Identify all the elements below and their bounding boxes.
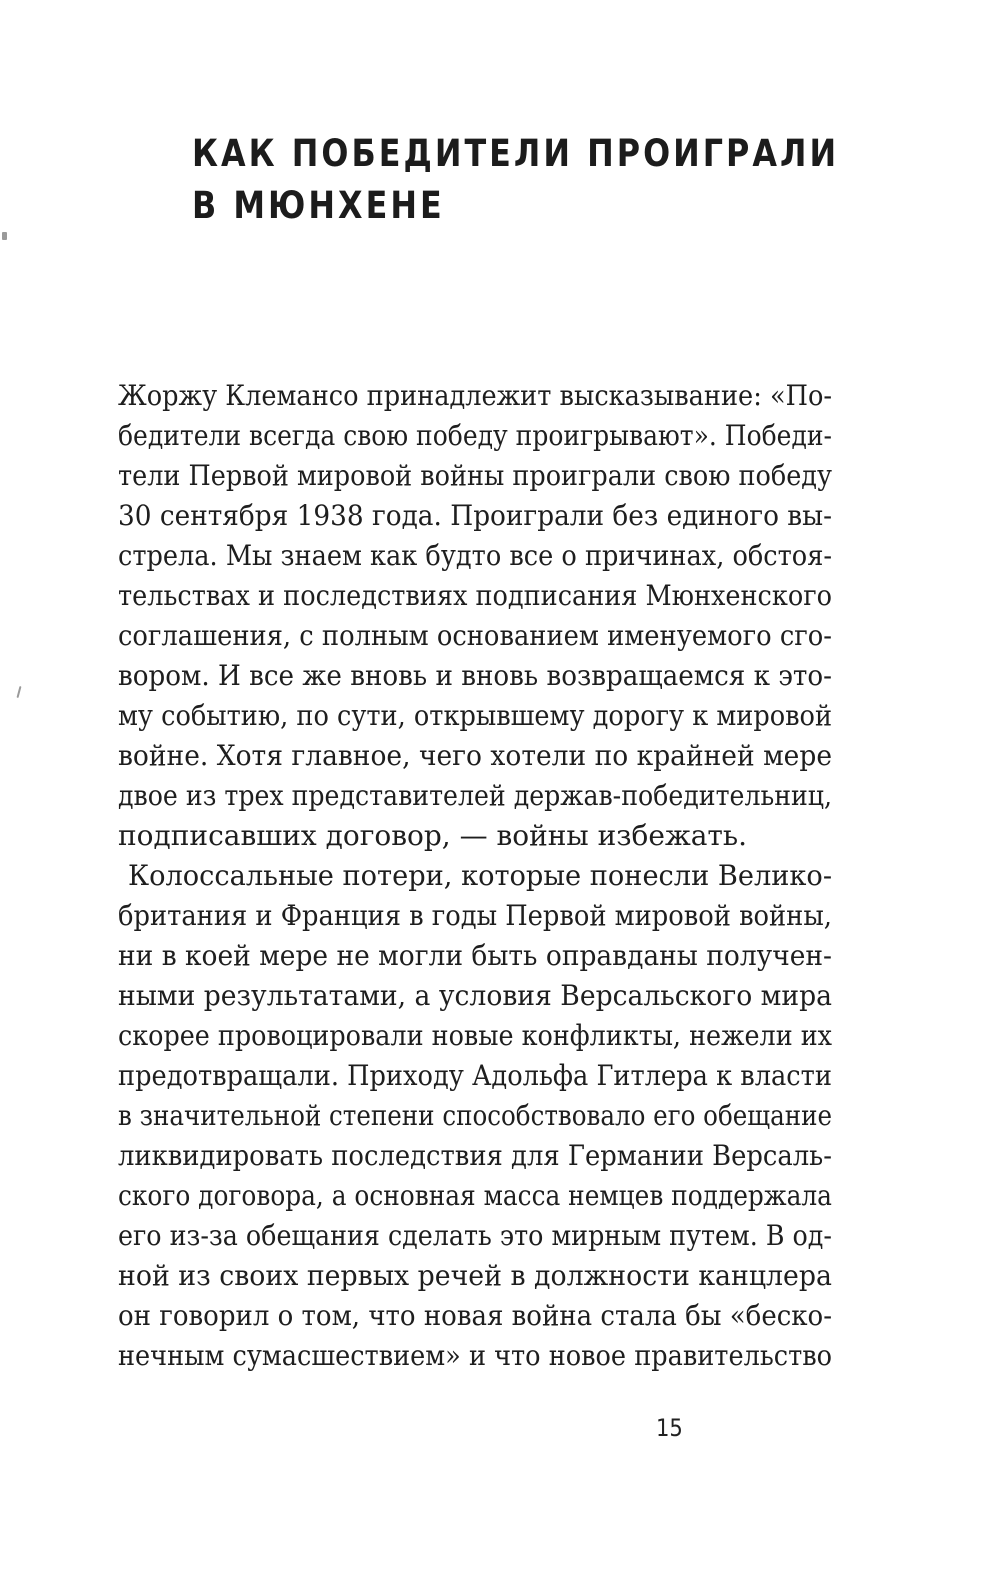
text-line: ной из своих первых речей в должности канцлера — [118, 1259, 832, 1292]
text-line: вором. И все же вновь и вновь возвращаемся к это- — [118, 659, 832, 692]
text-line: стрела. Мы знаем как будто все о причинах, обстоя- — [118, 539, 833, 572]
text-line: войне. Хотя главное, чего хотели по крайней мере — [118, 739, 833, 772]
text-line: предотвращали. Приходу Адольфа Гитлера к власти — [118, 1059, 832, 1092]
text-line: 30 сентября 1938 года. Проиграли без единого вы- — [118, 499, 832, 532]
text-line: его из-за обещания сделать это мирным путем. В од- — [118, 1219, 832, 1252]
text-line: тельствах и последствиях подписания Мюнхенского — [118, 579, 832, 612]
chapter-title — [192, 128, 840, 232]
text-line: он говорил о том, что новая война стала бы «беско- — [118, 1299, 832, 1332]
text-line: в значительной степени способствовало его обещание — [118, 1099, 833, 1132]
text-line: му событию, по сути, открывшему дорогу к мировой — [118, 699, 833, 732]
body-text — [118, 376, 832, 1376]
paragraph-1 — [118, 376, 832, 856]
text-line: нечным сумасшествием» и что новое правительство — [118, 1339, 833, 1372]
text-line: британия и Франция в годы Первой мировой войны, — [118, 899, 832, 932]
text-line: подписавших договор, — войны избежать. — [118, 819, 748, 852]
margin-speck — [16, 686, 21, 698]
text-line: ликвидировать последствия для Германии Версаль- — [118, 1139, 832, 1172]
text-line: тели Первой мировой войны проиграли свою победу — [118, 459, 833, 492]
text-line: двое из трех представителей держав-победительниц, — [118, 779, 833, 812]
margin-speck — [2, 232, 7, 240]
chapter-title-line: В МЮНХЕНЕ — [192, 184, 445, 227]
text-line: бедители всегда свою победу проигрывают». Победи- — [118, 419, 832, 452]
text-line: соглашения, с полным основанием именуемого сго- — [118, 619, 832, 652]
text-line: ского договора, а основная масса немцев поддержала — [118, 1179, 832, 1212]
text-line: ными результатами, а условия Версальского мира — [118, 979, 832, 1012]
text-line: ни в коей мере не могли быть оправданы получен- — [118, 939, 832, 972]
paragraph-2 — [118, 856, 832, 1376]
text-line: Колоссальные потери, которые понесли Велико- — [128, 859, 833, 892]
text-line: скорее провоцировали новые конфликты, нежели их — [118, 1019, 833, 1052]
text-line: Жоржу Клемансо принадлежит высказывание: «По- — [118, 379, 833, 412]
page-number: 15 — [656, 1414, 683, 1442]
chapter-title-line: КАК ПОБЕДИТЕЛИ ПРОИГРАЛИ — [192, 132, 840, 175]
